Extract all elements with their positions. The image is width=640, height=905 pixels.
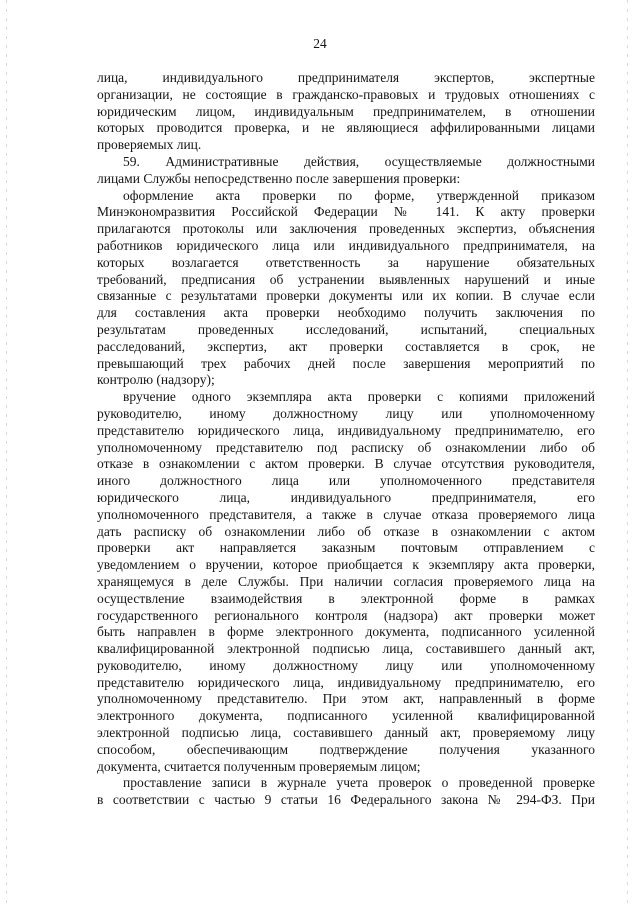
text-line: способом, обеспечивающим подтверждение получения указанного xyxy=(97,741,595,757)
text-line: быть направлен в форме электронного документа, подписанного усиленной xyxy=(97,624,595,640)
page-number: 24 xyxy=(313,36,327,51)
text-line: руководителю, иному должностному лицу или уполномоченному xyxy=(97,405,595,421)
text-line: контролю (надзору); xyxy=(97,372,215,388)
text-line: квалифицированной электронной подписью лица, составившего данный акт, xyxy=(97,641,595,657)
text-line: 59. Административные действия, осуществляемые должностными xyxy=(123,153,595,169)
text-line: дать расписку об ознакомлении либо об отказе в ознакомлении с актом xyxy=(97,523,595,539)
scan-edge-right xyxy=(627,0,628,905)
text-line: руководителю, иному должностному лицу или уполномоченному xyxy=(97,657,595,673)
text-line: требований, предписания об устранении выявленных нарушений и иные xyxy=(97,271,595,287)
text-line: работников юридического лица или индивидуального предпринимателя, на xyxy=(97,237,595,253)
text-line: уполномоченному представителю под расписку об ознакомлении либо об xyxy=(97,439,595,455)
text-line: государственного регионального контроля (надзора) акт проверки может xyxy=(97,607,595,623)
text-line: представителю юридического лица, индивидуальному предпринимателю, его xyxy=(97,674,595,690)
text-line: которых возлагается ответственность за нарушение обязательных xyxy=(97,254,595,270)
scan-edge-left xyxy=(6,0,7,905)
text-line: уведомлением о вручении, которое приобщается к экземпляру акта проверки, xyxy=(97,557,595,573)
text-line: в соответствии с частью 9 статьи 16 Федерального закона № 294-ФЗ. При xyxy=(97,792,595,808)
text-line: Минэкономразвития Российской Федерации № 141. К акту проверки xyxy=(97,204,595,220)
text-line: электронной подписью лица, составившего данный акт, проверяемому лицу xyxy=(97,725,595,741)
text-line: превышающий трех рабочих дней после завершения мероприятий по xyxy=(97,355,595,371)
text-line: представителю юридического лица, индивидуальному предпринимателю, его xyxy=(97,422,595,438)
text-line: электронного документа, подписанного усиленной квалифицированной xyxy=(97,708,595,724)
text-line: хранящемуся в деле Службы. При наличии согласия проверяемого лица на xyxy=(97,573,595,589)
text-line: лица, индивидуального предпринимателя экспертов, экспертные xyxy=(97,70,595,85)
text-line: лицами Службы непосредственно после завершения проверки: xyxy=(97,170,461,186)
text-line: отказе в ознакомлении с актом проверки. В случае отсутствия руководителя, xyxy=(97,456,595,472)
text-line: организации, не состоящие в гражданско-правовых и трудовых отношениях с xyxy=(97,86,595,102)
text-line: иного должностного лица или уполномоченного представителя xyxy=(97,473,595,489)
text-line: проверяемых лиц. xyxy=(97,137,202,153)
text-line: вручение одного экземпляра акта проверки с копиями приложений xyxy=(123,389,595,405)
text-line: связанные с результатами проверки документы или их копии. В случае если xyxy=(97,288,595,304)
text-line: юридическим лицом, индивидуальным предпринимателем, в отношении xyxy=(97,103,595,119)
body-text xyxy=(97,70,595,809)
text-line: уполномоченному представителю. При этом акт, направленный в форме xyxy=(97,691,595,707)
text-line: проставление записи в журнале учета проверок о проведенной проверке xyxy=(123,775,595,791)
text-line: оформление акта проверки по форме, утвержденной приказом xyxy=(123,187,595,203)
text-line: документа, считается полученным проверяемым лицом; xyxy=(97,758,421,774)
text-line: осуществление взаимодействия в электронной форме в рамках xyxy=(97,590,595,606)
text-line: проверки акт направляется заказным почтовым отправлением с xyxy=(97,540,595,556)
text-line: результатам проведенных исследований, испытаний, специальных xyxy=(97,321,595,337)
text-line: юридического лица, индивидуального предпринимателя, его xyxy=(97,489,595,505)
text-line: уполномоченного представителя, а также в случае отказа проверяемого лица xyxy=(97,506,595,522)
text-line: прилагаются протоколы или заключения проведенных экспертиз, объяснения xyxy=(97,221,595,237)
text-line: для составления акта проверки необходимо получить заключения по xyxy=(97,305,595,321)
text-line: которых проводится проверка, и не являющиеся аффилированными лицами xyxy=(97,120,595,136)
text-line: расследований, экспертиз, акт проверки составляется в срок, не xyxy=(97,338,595,354)
